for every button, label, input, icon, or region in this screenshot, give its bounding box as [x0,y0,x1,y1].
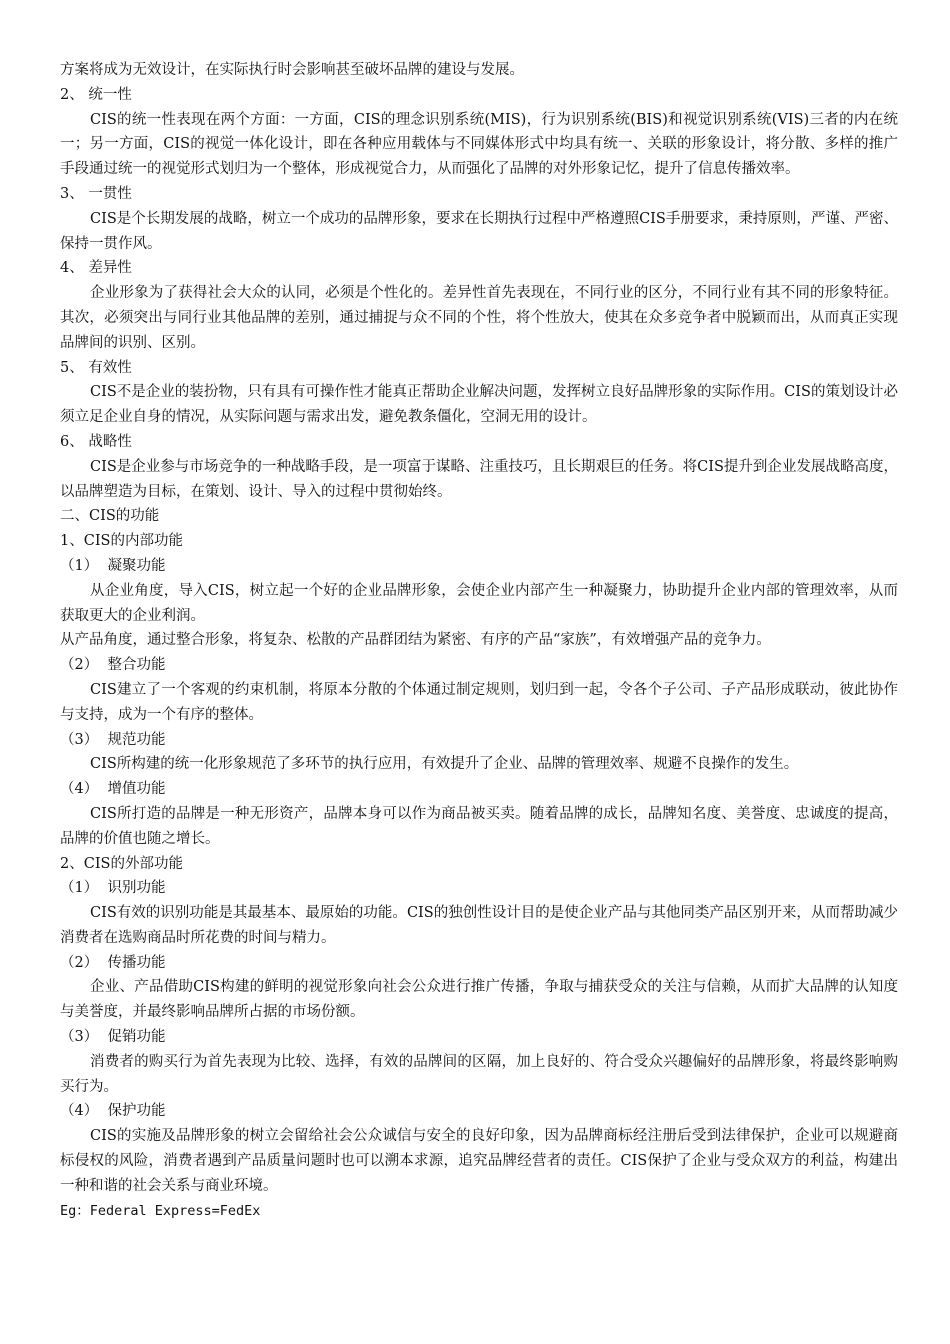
subheading-communication: （2） 传播功能 [60,954,166,971]
section-heading-internal-functions: 1、CIS的内部功能 [60,533,183,550]
paragraph-strategy: CIS是企业参与市场竞争的一种战略手段，是一项富于谋略、注重技巧，且长期艰巨的任务。将CIS提升到企业发展战略高度，以品牌塑造为目标，在策划、设计、导入的过程中贯彻始终。 [60,458,898,500]
section-heading-consistency: 3、 一贯性 [60,185,132,202]
chapter-heading-cis-functions: 二、CIS的功能 [60,508,160,525]
subheading-integration: （2） 整合功能 [60,657,166,674]
example-line: Eg：Federal Express=FedEx [60,1202,261,1219]
paragraph-effectiveness: CIS不是企业的装扮物，只有具有可操作性才能真正帮助企业解决问题，发挥树立良好品牌形象的实际作用。CIS的策划设计必须立足企业自身的情况，从实际问题与需求出发，避免教条僵化，空洞无用的设计。 [60,384,898,426]
paragraph-promotion: 消费者的购买行为首先表现为比较、选择，有效的品牌间的区隔，加上良好的、符合受众兴趣偏好的品牌形象，将最终影响购买行为。 [60,1053,898,1095]
subheading-protection: （4） 保护功能 [60,1103,166,1120]
paragraph-cohesion-product: 从产品角度，通过整合形象，将复杂、松散的产品群团结为紧密、有序的产品“家族”，有效增强产品的竞争力。 [60,632,771,649]
paragraph-difference: 企业形象为了获得社会大众的认同，必须是个性化的。差异性首先表现在，不同行业的区分，不同行业有其不同的形象特征。其次，必须突出与同行业其他品牌的差别，通过捕捉与众不同的个性，将个性放大，使其在众多竞争者中脱颖而出，从而真正实现品牌间的识别、区别。 [60,285,898,351]
section-heading-external-functions: 2、CIS的外部功能 [60,855,183,872]
subheading-promotion: （3） 促销功能 [60,1029,166,1046]
paragraph-standardization: CIS所构建的统一化形象规范了多环节的执行应用，有效提升了企业、品牌的管理效率、规避不良操作的发生。 [90,756,799,773]
paragraph-unity: CIS的统一性表现在两个方面：一方面，CIS的理念识别系统(MIS)，行为识别系统(BIS)和视觉识别系统(VIS)三者的内在统一；另一方面，CIS的视觉一体化设计，即在各种应用载体与不同媒体形式中均具有统一、关联的形象设计，将分散、多样的推广手段通过统一的视觉形式划归为一个整体，形成视觉合力，从而强化了品牌的对外形象记忆，提升了信息传播效率。 [60,111,898,178]
paragraph-value-added: CIS所打造的品牌是一种无形资产，品牌本身可以作为商品被买卖。随着品牌的成长，品牌知名度、美誉度、忠诚度的提高，品牌的价值也随之增长。 [60,805,898,847]
section-heading-effectiveness: 5、 有效性 [60,359,132,376]
paragraph-protection: CIS的实施及品牌形象的树立会留给社会公众诚信与安全的良好印象，因为品牌商标经注册后受到法律保护，企业可以规避商标侵权的风险，消费者遇到产品质量问题时也可以溯本求源，追究品牌经营者的责任。CIS保护了企业与受众双方的利益，构建出一种和谐的社会关系与商业环境。 [60,1128,898,1194]
paragraph-communication: 企业、产品借助CIS构建的鲜明的视觉形象向社会公众进行推广传播，争取与捕获受众的关注与信赖，从而扩大品牌的认知度与美誉度，并最终影响品牌所占据的市场份额。 [60,979,898,1021]
subheading-value-added: （4） 增值功能 [60,781,166,798]
section-heading-unity: 2、 统一性 [60,86,132,103]
subheading-identification: （1） 识别功能 [60,880,166,897]
document-page [60,58,898,1223]
section-heading-difference: 4、 差异性 [60,260,132,277]
section-heading-strategy: 6、 战略性 [60,433,132,450]
paragraph-cohesion-company: 从企业角度，导入CIS，树立起一个好的企业品牌形象，会使企业内部产生一种凝聚力，协助提升企业内部的管理效率，从而获取更大的企业利润。 [60,582,898,624]
paragraph-integration: CIS建立了一个客观的约束机制，将原本分散的个体通过制定规则，划归到一起，令各个子公司、子产品形成联动，彼此协作与支持，成为一个有序的整体。 [60,681,898,723]
subheading-cohesion: （1） 凝聚功能 [60,557,166,574]
paragraph-identification: CIS有效的识别功能是其最基本、最原始的功能。CIS的独创性设计目的是使企业产品与其他同类产品区别开来，从而帮助减少消费者在选购商品时所花费的时间与精力。 [60,905,898,946]
paragraph-consistency: CIS是个长期发展的战略，树立一个成功的品牌形象，要求在长期执行过程中严格遵照CIS手册要求，秉持原则，严谨、严密、保持一贯作风。 [60,210,898,252]
paragraph-continued: 方案将成为无效设计，在实际执行时会影响甚至破坏品牌的建设与发展。 [60,62,524,78]
subheading-standardization: （3） 规范功能 [60,731,166,748]
